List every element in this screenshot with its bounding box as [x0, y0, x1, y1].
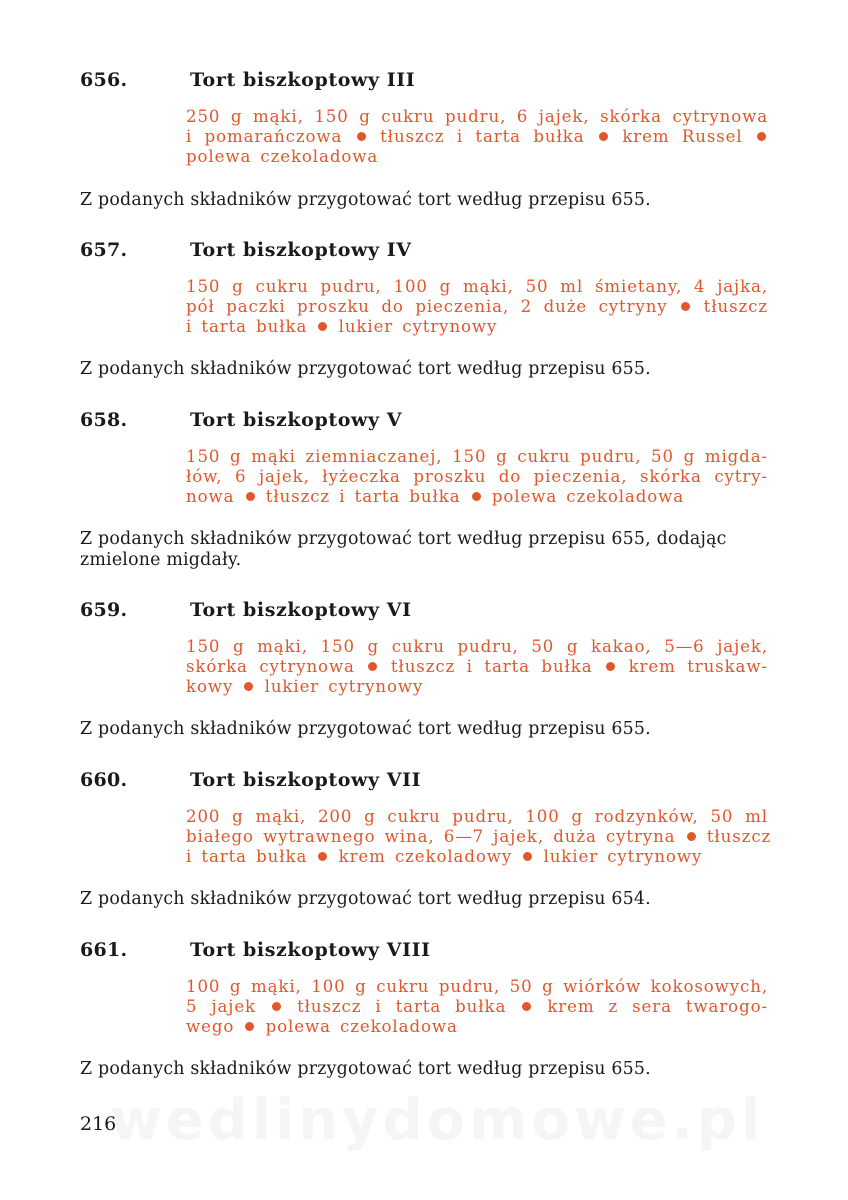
ingredient-line: [186, 847, 768, 867]
ingredient-text: krem z sera twarogo-: [547, 997, 768, 1016]
ingredient-text: i tarta bułka: [186, 847, 308, 866]
recipe-title: Tort biszkoptowy V: [190, 409, 403, 431]
ingredient-line: [186, 147, 768, 167]
bullet-dot-icon: [246, 492, 255, 501]
ingredient-text: polewa czekoladowa: [186, 147, 379, 166]
recipe-number: 661.: [80, 939, 128, 961]
bullet-dot-icon: [681, 302, 690, 311]
ingredient-line: [186, 127, 768, 147]
ingredient-text: tłuszcz i tarta bułka: [265, 487, 461, 506]
bullet-dot-icon: [244, 682, 253, 691]
recipe-instruction: Z podanych składników przygotować tort według przepisu 655.: [80, 1059, 651, 1079]
recipe-number: 656.: [80, 69, 128, 91]
ingredient-line: [186, 637, 768, 657]
recipe-number: 657.: [80, 239, 128, 261]
ingredient-list: [186, 107, 768, 167]
ingredient-line: [186, 317, 768, 337]
ingredient-line: [186, 297, 768, 317]
ingredient-text: 100 g mąki, 100 g cukru pudru, 50 g wiórków kokosowych,: [186, 977, 768, 996]
ingredient-line: [186, 107, 768, 127]
ingredient-list: [186, 637, 768, 697]
recipe-number: 659.: [80, 599, 128, 621]
recipe-title: Tort biszkoptowy VIII: [190, 939, 431, 961]
ingredient-text: polewa czekoladowa: [491, 487, 685, 506]
ingredient-text: tłuszcz: [703, 297, 768, 316]
recipe-title: Tort biszkoptowy III: [190, 69, 416, 91]
ingredient-text: krem czekoladowy: [338, 847, 513, 866]
ingredient-text: tłuszcz i tarta bułka: [390, 657, 593, 676]
ingredient-line: [186, 807, 768, 827]
bullet-dot-icon: [522, 1002, 531, 1011]
bullet-dot-icon: [245, 1022, 254, 1031]
ingredient-text: 150 g cukru pudru, 100 g mąki, 50 ml śmietany, 4 jajka,: [186, 277, 768, 296]
ingredient-line: [186, 827, 772, 847]
ingredient-line: [186, 977, 768, 997]
ingredient-line: [186, 677, 768, 697]
recipe-title: Tort biszkoptowy VI: [190, 599, 412, 621]
ingredient-text: białego wytrawnego wina, 6—7 jajek, duża cytryna: [186, 827, 676, 846]
ingredient-text: 200 g mąki, 200 g cukru pudru, 100 g rodzynków, 50 ml: [186, 807, 768, 826]
recipe-title: Tort biszkoptowy IV: [190, 239, 412, 261]
ingredient-text: tłuszcz i tarta bułka: [380, 127, 585, 146]
ingredient-text: 5 jajek: [186, 997, 257, 1016]
ingredient-text: i tarta bułka: [186, 317, 308, 336]
ingredient-text: 150 g mąki ziemniaczanej, 150 g cukru pudru, 50 g migda-: [186, 447, 768, 466]
ingredient-line: [186, 1017, 768, 1037]
ingredient-text: i pomarańczowa: [186, 127, 343, 146]
ingredient-text: wego: [186, 1017, 235, 1036]
ingredient-text: tłuszcz i tarta bułka: [297, 997, 507, 1016]
recipe-number: 660.: [80, 769, 128, 791]
watermark: wedlinydomowe.pl: [110, 1088, 765, 1153]
recipe-instruction: Z podanych składników przygotować tort według przepisu 655.: [80, 190, 651, 210]
ingredient-text: tłuszcz: [706, 827, 772, 846]
ingredient-list: [186, 977, 768, 1037]
bullet-dot-icon: [523, 852, 532, 861]
ingredient-line: [186, 657, 768, 677]
ingredient-line: [186, 997, 768, 1017]
recipe-instruction: Z podanych składników przygotować tort według przepisu 654.: [80, 889, 651, 909]
ingredient-text: krem truskaw-: [628, 657, 768, 676]
page-number: 216: [80, 1113, 117, 1135]
bullet-dot-icon: [599, 132, 608, 141]
ingredient-line: [186, 277, 768, 297]
ingredient-text: lukier cytrynowy: [264, 677, 424, 696]
ingredient-list: [186, 447, 768, 507]
ingredient-text: polewa czekoladowa: [265, 1017, 458, 1036]
ingredient-text: lukier cytrynowy: [338, 317, 498, 336]
ingredient-list: [186, 277, 768, 337]
ingredient-line: [186, 447, 768, 467]
bullet-dot-icon: [606, 662, 615, 671]
recipe-number: 658.: [80, 409, 128, 431]
bullet-dot-icon: [318, 322, 327, 331]
ingredient-text: pół paczki proszku do pieczenia, 2 duże cytryny: [186, 297, 668, 316]
ingredient-text: krem Russel: [622, 127, 743, 146]
recipe-instruction: Z podanych składników przygotować tort według przepisu 655.: [80, 719, 651, 739]
bullet-dot-icon: [757, 132, 766, 141]
recipe-title: Tort biszkoptowy VII: [190, 769, 422, 791]
bullet-dot-icon: [472, 492, 481, 501]
ingredient-list: [186, 807, 772, 867]
bullet-dot-icon: [357, 132, 366, 141]
recipe-instruction: Z podanych składników przygotować tort według przepisu 655.: [80, 359, 651, 379]
bullet-dot-icon: [368, 662, 377, 671]
ingredient-text: 250 g mąki, 150 g cukru pudru, 6 jajek, skórka cytrynowa: [186, 107, 768, 126]
bullet-dot-icon: [687, 832, 696, 841]
ingredient-text: skórka cytrynowa: [186, 657, 355, 676]
ingredient-line: [186, 487, 768, 507]
ingredient-text: 150 g mąki, 150 g cukru pudru, 50 g kakao, 5—6 jajek,: [186, 637, 768, 656]
bullet-dot-icon: [318, 852, 327, 861]
ingredient-text: łów, 6 jajek, łyżeczka proszku do pieczenia, skórka cytry-: [186, 467, 768, 486]
ingredient-line: [186, 467, 768, 487]
bullet-dot-icon: [272, 1002, 281, 1011]
recipe-instruction: Z podanych składników przygotować tort według przepisu 655, dodając zmielone migdały.: [80, 529, 727, 570]
ingredient-text: lukier cytrynowy: [543, 847, 703, 866]
ingredient-text: nowa: [186, 487, 235, 506]
ingredient-text: kowy: [186, 677, 234, 696]
